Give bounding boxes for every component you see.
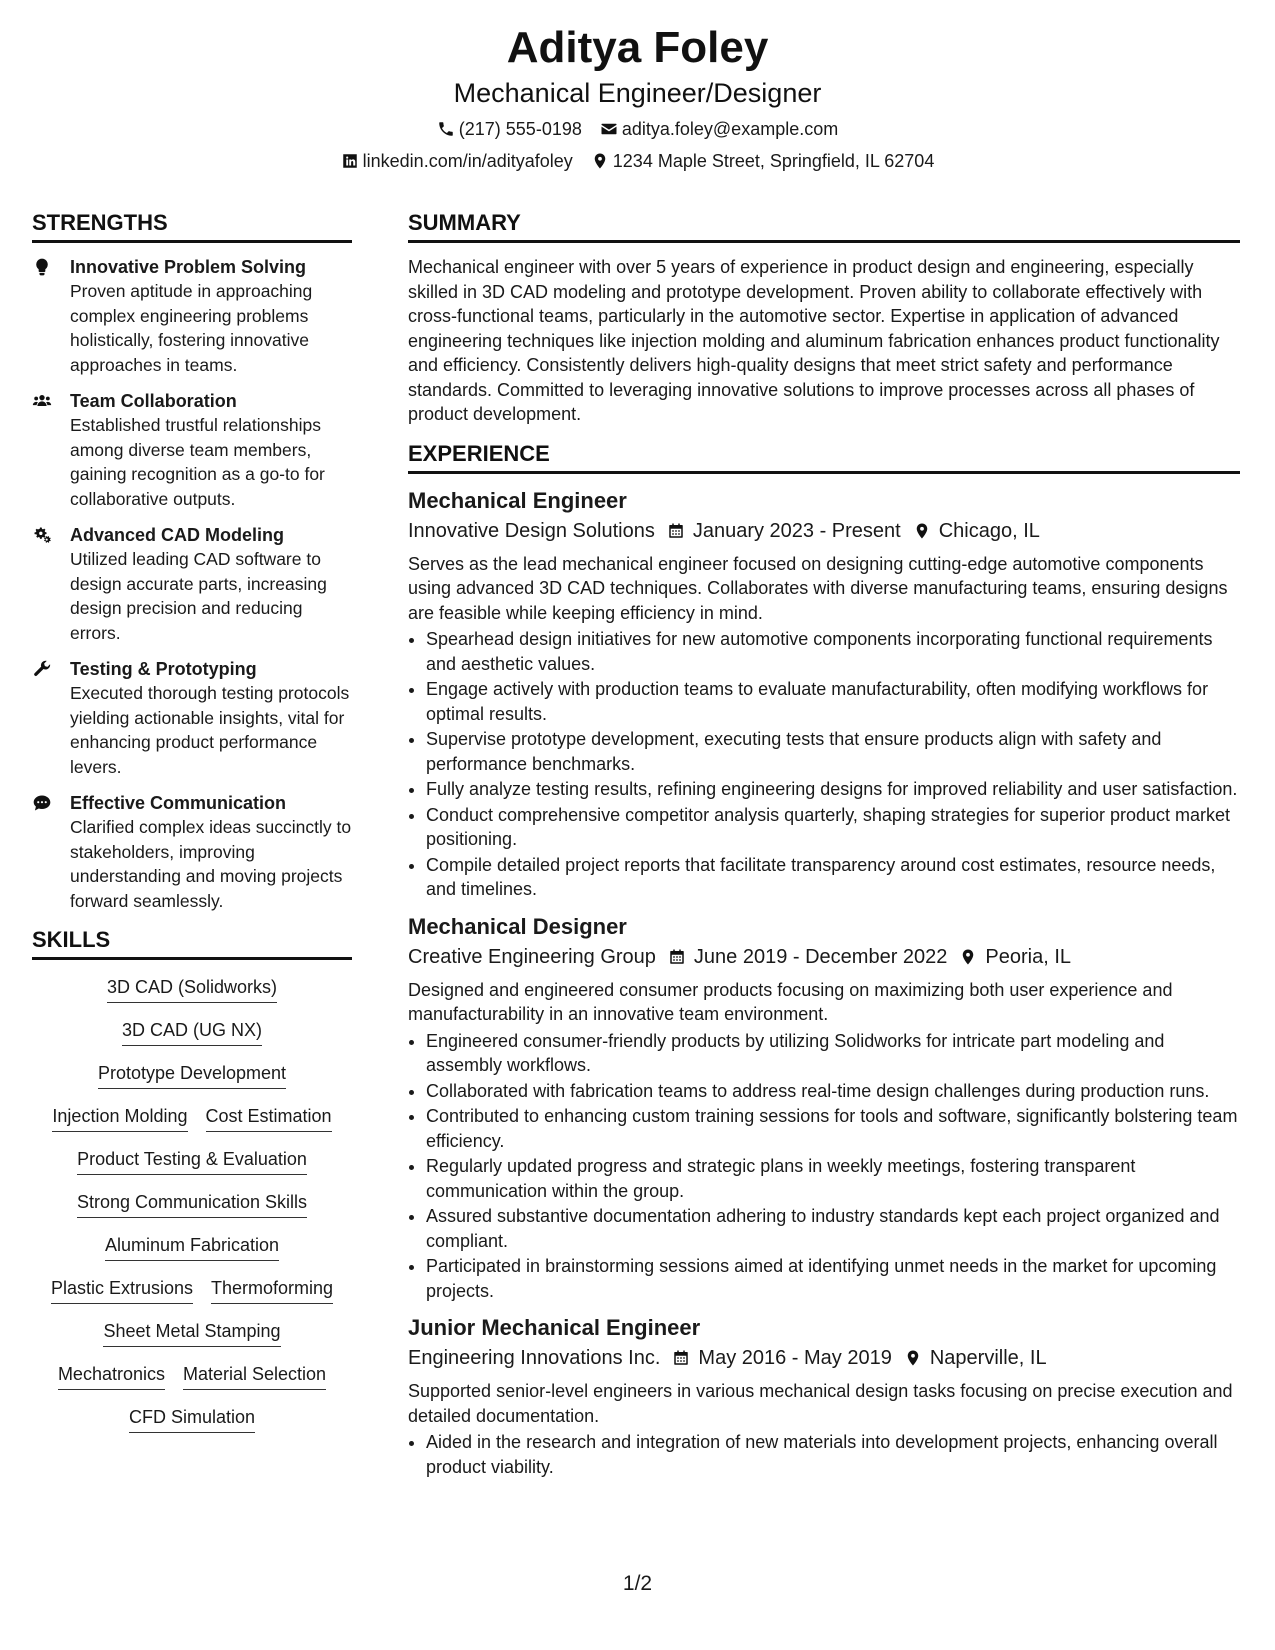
job-dates-text: June 2019 - December 2022 xyxy=(693,945,948,968)
cogs-icon xyxy=(32,525,52,545)
job-meta xyxy=(408,942,1240,972)
lightbulb-icon xyxy=(32,257,52,277)
summary-text: Mechanical engineer with over 5 years of experience in product design and engineering, especially skilled in 3D CAD modeling and prototype development. Proven ability to collaborate effectively with cross-functional teams, particularly in the automotive sector. Expertise in application of advanced engineering techniques like injection molding and aluminum fabrication enhances product functionality and efficiency. Consistently delivers high-quality designs that meet strict safety and performance standards. Committed to leveraging innovative solutions to improve processes across all phases of product development. xyxy=(408,257,1220,424)
linkedin-icon xyxy=(341,152,359,170)
strength-title: Testing & Prototyping xyxy=(70,659,257,679)
map-pin-icon xyxy=(904,1349,922,1367)
job-bullet: • Aided in the research and integration of new materials into development projects, enhancing overall product viability. xyxy=(426,1430,1240,1479)
address-contact xyxy=(591,148,935,174)
strength-title: Innovative Problem Solving xyxy=(70,257,307,277)
strength-item xyxy=(32,523,352,645)
job-description: Serves as the lead mechanical engineer focused on designing cutting-edge automotive components using advanced 3D CAD techniques. Collaborates with diverse manufacturing teams, ensuring designs are feasible while keeping efficiency in mind. xyxy=(408,553,1228,623)
skill-tag: CFD Simulation xyxy=(129,1404,255,1433)
strength-desc: Proven aptitude in approaching complex engineering problems holistically, fostering innovative approaches in teams. xyxy=(70,281,313,375)
skill-row xyxy=(32,1275,352,1304)
job-company: Innovative Design Solutions xyxy=(408,519,655,542)
skills-section xyxy=(32,927,352,1433)
job-location-text: Naperville, IL xyxy=(929,1347,1047,1369)
job-bullets xyxy=(408,1430,1240,1479)
address-text: 1234 Maple Street, Springfield, IL 62704 xyxy=(612,151,935,171)
job-bullets xyxy=(408,1029,1240,1304)
skill-tag: 3D CAD (Solidworks) xyxy=(107,974,277,1003)
skill-row xyxy=(32,1361,352,1390)
job-description: Supported senior-level engineers in various mechanical design tasks focusing on precise execution and detailed documentation. xyxy=(408,1381,1233,1426)
contact-row-1 xyxy=(0,116,1275,142)
skill-row xyxy=(32,974,352,1003)
calendar-icon xyxy=(668,948,686,966)
strength-desc: Clarified complex ideas succinctly to stakeholders, improving understanding and moving projects forward seamlessly. xyxy=(70,817,352,911)
strength-desc: Executed thorough testing protocols yielding actionable insights, vital for enhancing product performance levers. xyxy=(70,683,350,777)
skill-tag: Sheet Metal Stamping xyxy=(103,1318,280,1347)
resume-header xyxy=(0,22,1275,174)
job-location xyxy=(959,942,1071,972)
job-dates xyxy=(668,942,948,972)
skill-row xyxy=(32,1232,352,1261)
job-location-text: Peoria, IL xyxy=(985,945,1072,968)
right-column xyxy=(408,210,1240,1489)
job-meta xyxy=(408,1343,1240,1373)
phone-icon xyxy=(437,120,455,138)
skill-row xyxy=(32,1146,352,1175)
job-bullet: • Assured substantive documentation adhering to industry standards kept each project organized and compliant. xyxy=(426,1204,1240,1253)
users-icon xyxy=(32,391,52,411)
job-entry xyxy=(408,1313,1240,1479)
job-bullet: • Engineered consumer-friendly products by utilizing Solidworks for intricate part modeling and assembly workflows. xyxy=(426,1029,1240,1078)
email-text: aditya.foley@example.com xyxy=(621,119,839,139)
strength-desc: Established trustful relationships among diverse team members, gaining recognition as a go-to for collaborative outputs. xyxy=(70,415,325,509)
strength-desc: Utilized leading CAD software to design accurate parts, increasing design precision and reducing errors. xyxy=(70,549,327,643)
skill-row xyxy=(32,1017,352,1046)
job-meta xyxy=(408,516,1240,546)
job-company: Engineering Innovations Inc. xyxy=(408,1347,661,1369)
skill-row xyxy=(32,1404,352,1433)
job-dates xyxy=(667,516,901,546)
job-bullet: • Participated in brainstorming sessions aimed at identifying unmet needs in the market for upcoming projects. xyxy=(426,1254,1240,1303)
job-bullet: • Compile detailed project reports that facilitate transparency around cost estimates, resource needs, and timelines. xyxy=(426,853,1240,902)
skill-tag: Mechatronics xyxy=(58,1361,165,1390)
skill-tag: Plastic Extrusions xyxy=(51,1275,193,1304)
map-pin-icon xyxy=(959,948,977,966)
strength-title: Team Collaboration xyxy=(70,391,237,411)
strength-item xyxy=(32,791,352,913)
strengths-heading: STRENGTHS xyxy=(32,210,352,243)
skill-tag: Prototype Development xyxy=(98,1060,286,1089)
skill-tag: Aluminum Fabrication xyxy=(105,1232,279,1261)
strength-item xyxy=(32,255,352,377)
linkedin-contact[interactable] xyxy=(341,148,573,174)
job-bullet: • Spearhead design initiatives for new automotive components incorporating functional requirements and aesthetic values. xyxy=(426,627,1240,676)
strength-item xyxy=(32,389,352,511)
job-title: Mechanical Designer xyxy=(408,913,627,939)
envelope-icon xyxy=(600,120,618,138)
job-entry xyxy=(408,486,1240,902)
candidate-name: Aditya Foley xyxy=(506,23,769,72)
skill-row xyxy=(32,1189,352,1218)
skills-heading: SKILLS xyxy=(32,927,352,960)
skill-tag: Product Testing & Evaluation xyxy=(77,1146,307,1175)
job-bullet: • Conduct comprehensive competitor analysis quarterly, shaping strategies for superior product market positioning. xyxy=(426,803,1240,852)
skill-tag: Strong Communication Skills xyxy=(77,1189,307,1218)
skill-tag: Thermoforming xyxy=(211,1275,333,1304)
job-dates-text: January 2023 - Present xyxy=(692,519,901,542)
calendar-icon xyxy=(667,522,685,540)
job-dates xyxy=(672,1343,891,1373)
strength-item xyxy=(32,657,352,779)
skill-tag: Cost Estimation xyxy=(206,1103,332,1132)
comment-icon xyxy=(32,793,52,813)
job-location xyxy=(904,1343,1047,1373)
strength-title: Advanced CAD Modeling xyxy=(70,525,285,545)
email-contact[interactable] xyxy=(600,116,838,142)
skill-row xyxy=(32,1318,352,1347)
job-bullet: • Supervise prototype development, executing tests that ensure products align with safety and performance benchmarks. xyxy=(426,727,1240,776)
job-bullet: • Engage actively with production teams to evaluate manufacturability, often modifying workflows for optimal results. xyxy=(426,677,1240,726)
strength-title: Effective Communication xyxy=(70,793,287,813)
job-description: Designed and engineered consumer products focusing on maximizing both user experience and manufacturability in an innovative team environment. xyxy=(408,979,1173,1024)
map-pin-icon xyxy=(913,522,931,540)
skill-tag: 3D CAD (UG NX) xyxy=(122,1017,262,1046)
skill-row xyxy=(32,1060,352,1089)
skill-tag: Material Selection xyxy=(183,1361,326,1390)
calendar-icon xyxy=(672,1349,690,1367)
summary-heading: SUMMARY xyxy=(408,210,1240,243)
skill-tag: Injection Molding xyxy=(52,1103,187,1132)
job-bullet: • Collaborated with fabrication teams to address real-time design challenges during production runs. xyxy=(426,1079,1240,1104)
left-column xyxy=(32,210,352,1447)
phone-contact xyxy=(437,116,582,142)
job-location xyxy=(913,516,1040,546)
job-bullet: • Regularly updated progress and strategic plans in weekly meetings, fostering transparent communication within the group. xyxy=(426,1154,1240,1203)
job-bullet: • Fully analyze testing results, refining engineering designs for improved reliability and user satisfaction. xyxy=(426,777,1240,802)
map-pin-icon xyxy=(591,152,609,170)
candidate-role: Mechanical Engineer/Designer xyxy=(453,78,822,108)
page-number: 1/2 xyxy=(622,1572,653,1595)
job-company: Creative Engineering Group xyxy=(408,945,656,968)
job-dates-text: May 2016 - May 2019 xyxy=(698,1347,892,1369)
skill-row xyxy=(32,1103,352,1132)
phone-text: (217) 555-0198 xyxy=(458,119,582,139)
job-bullet: • Contributed to enhancing custom training sessions for tools and software, significantly bolstering team efficiency. xyxy=(426,1104,1240,1153)
experience-heading: EXPERIENCE xyxy=(408,441,1240,474)
linkedin-text: linkedin.com/in/adityafoley xyxy=(362,151,573,171)
job-location-text: Chicago, IL xyxy=(938,519,1040,542)
contact-row-2 xyxy=(0,148,1275,174)
job-title: Mechanical Engineer xyxy=(408,487,627,513)
job-entry xyxy=(408,912,1240,1304)
job-title: Junior Mechanical Engineer xyxy=(408,1315,701,1340)
job-bullets xyxy=(408,627,1240,902)
wrench-icon xyxy=(32,659,52,679)
